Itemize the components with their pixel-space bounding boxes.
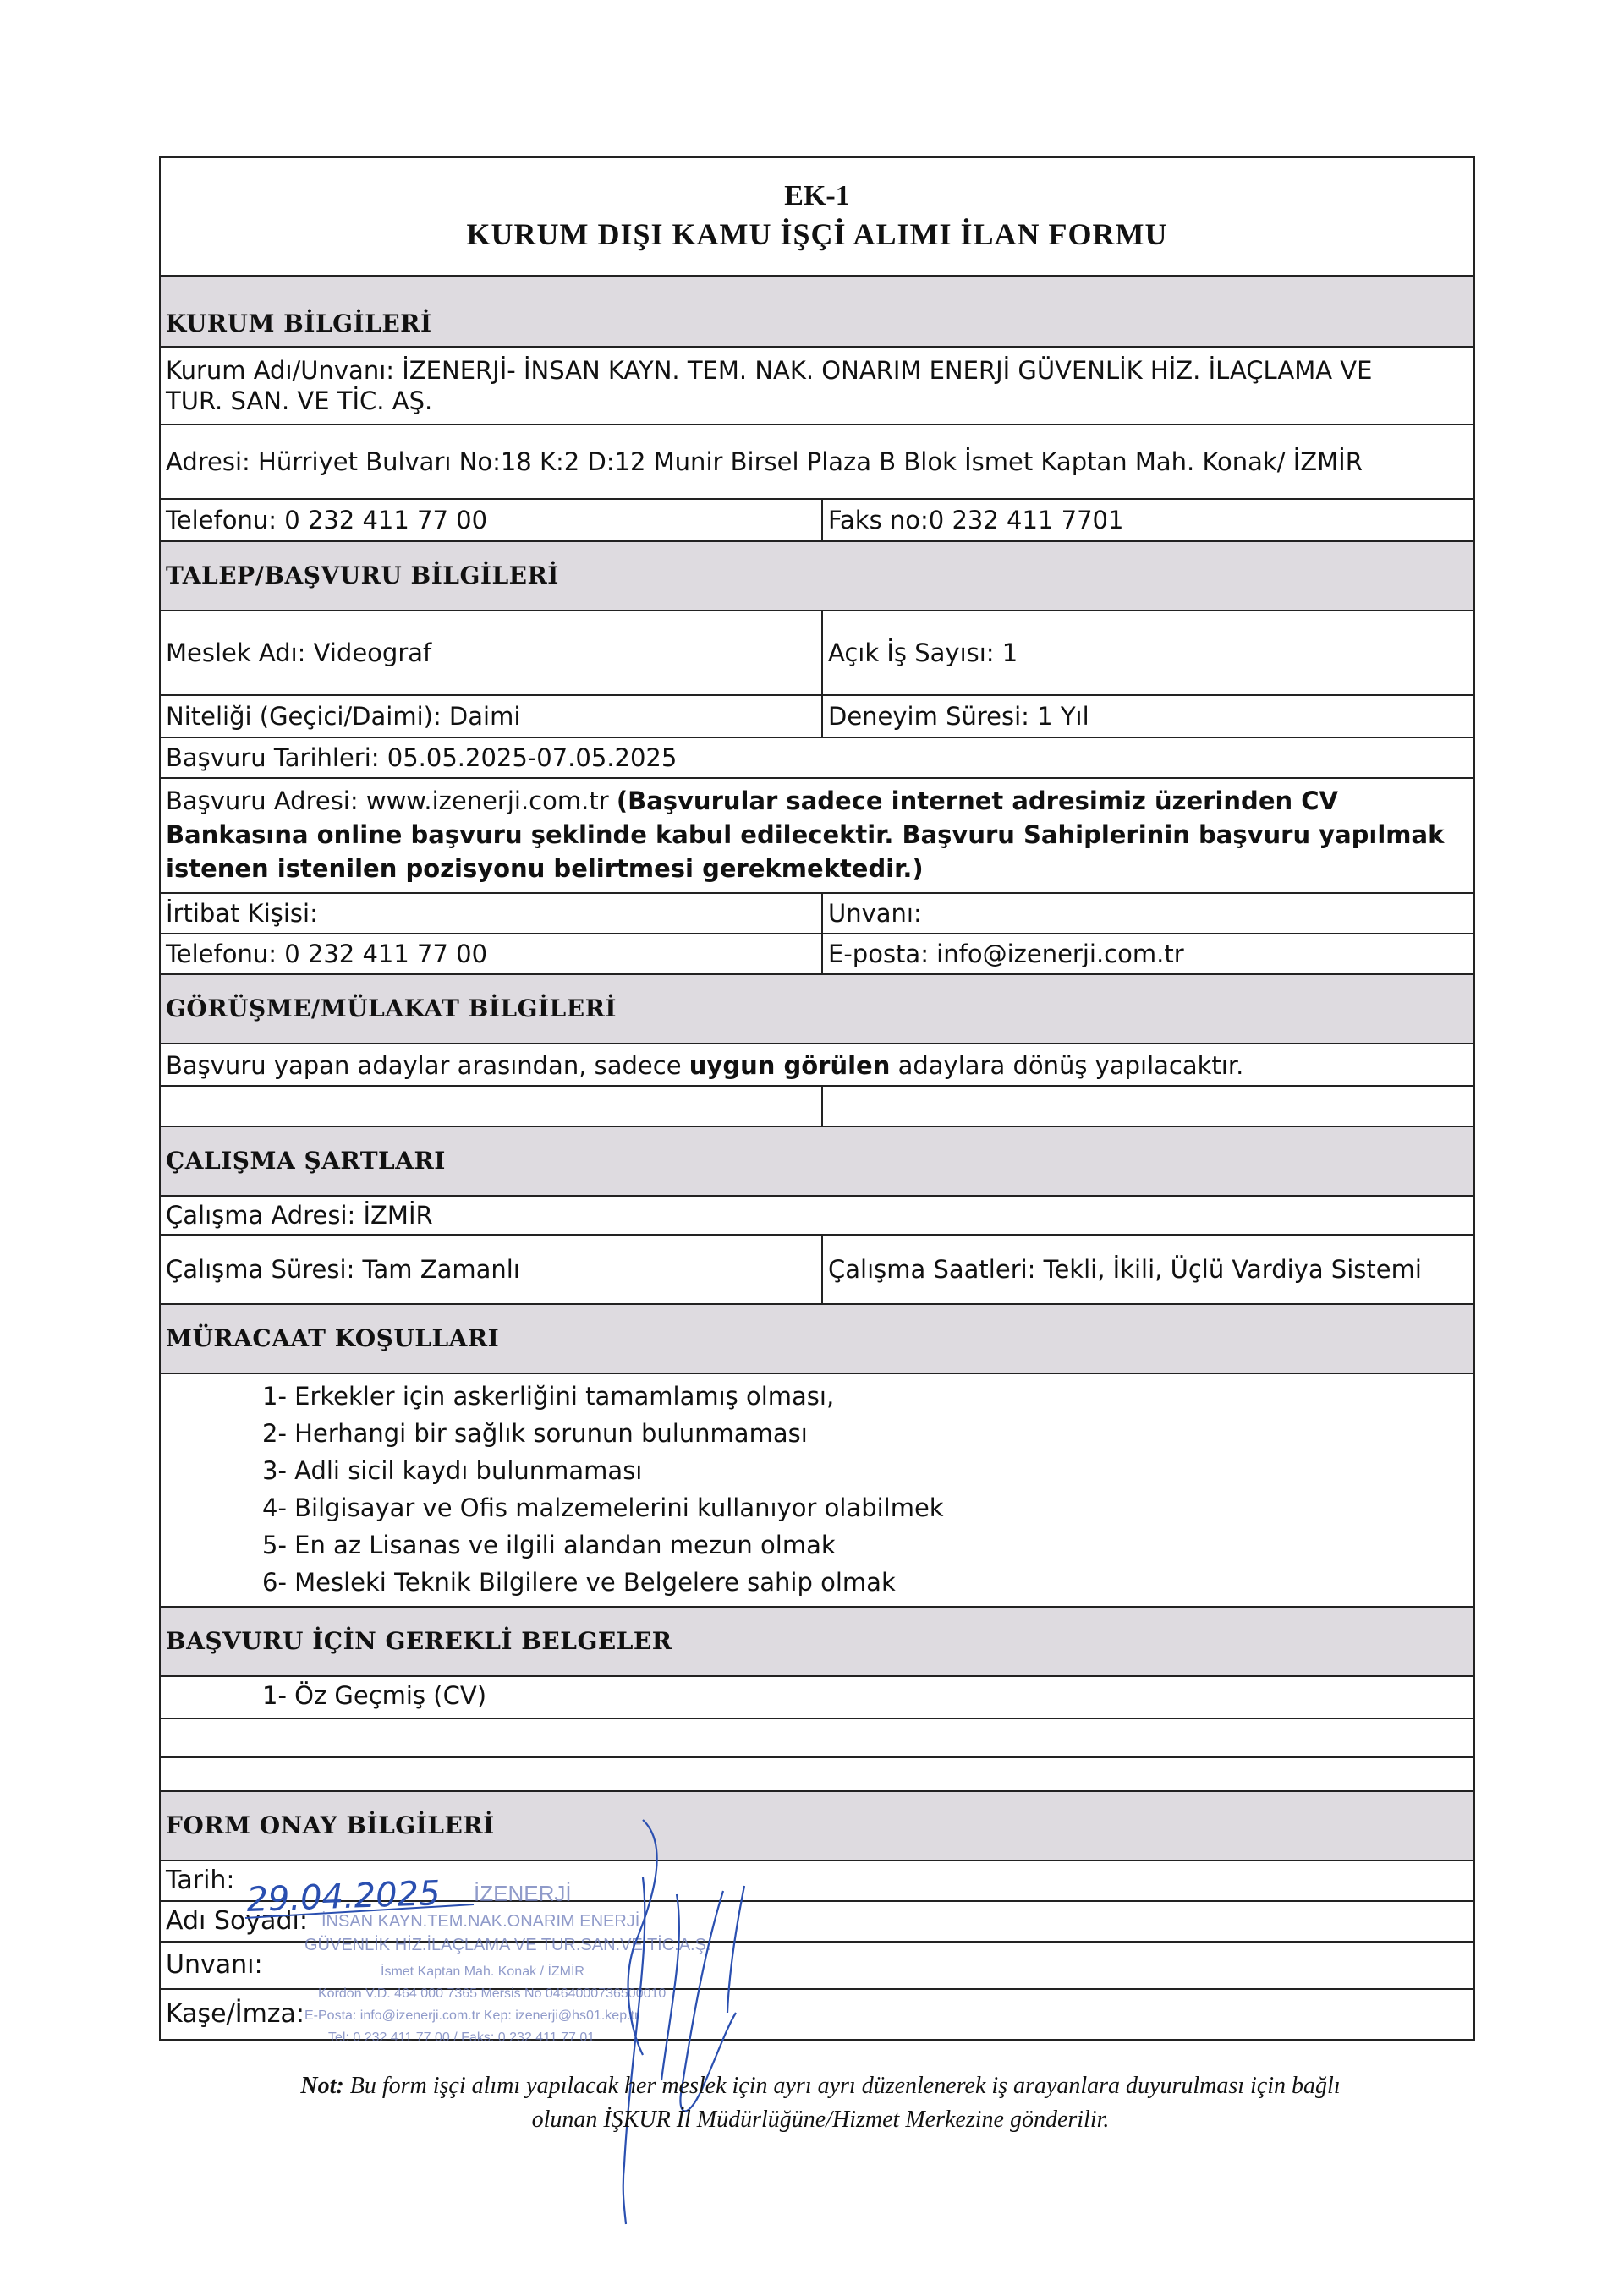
handwritten-date: 29.04.2025 — [245, 1874, 442, 1920]
note-line2: olunan İŞKUR İl Müdürlüğüne/Hizmet Merkezine gönderilir. — [531, 2107, 1110, 2133]
experience: Deneyim Süresi: 1 Yıl — [828, 702, 1089, 731]
section-title: TALEP/BAŞVURU BİLGİLERİ — [166, 562, 559, 589]
section-title: GÖRÜŞME/MÜLAKAT BİLGİLERİ — [166, 995, 617, 1022]
note-line1: Bu form işçi alımı yapılacak her meslek için ayrı ayrı düzenlenerek iş arayanlara duyurulması için bağlı — [343, 2073, 1341, 2099]
calisma-hours-row — [161, 1234, 1473, 1305]
calisma-address-row — [161, 1197, 1473, 1234]
onay-stamp-row — [161, 1990, 1473, 2039]
section-belgeler — [161, 1608, 1473, 1677]
list-item: 4- Bilgisayar ve Ofis malzemelerini kullanıyor olabilmek — [262, 1493, 944, 1522]
application-address-note-1: (Başvurular sadece internet adresimiz üzerinden CV — [616, 786, 1338, 815]
onay-name-row — [161, 1902, 1473, 1943]
list-item: 2- Herhangi bir sağlık sorunun bulunmaması — [262, 1419, 808, 1448]
work-duration: Çalışma Süresi: Tam Zamanlı — [161, 1234, 823, 1303]
stamp-line: İZENERJİ — [474, 1881, 572, 1906]
empty-row — [161, 1087, 1473, 1127]
kurum-fax: Faks no:0 232 411 7701 — [828, 506, 1124, 534]
application-address-note-3: istenen istenilen pozisyonu belirtmesi gerekmektedir.) — [166, 854, 924, 883]
approval-stamp-label: Kaşe/İmza: — [166, 1999, 305, 2029]
requirements-list — [161, 1374, 944, 1606]
form-title: KURUM DIŞI KAMU İŞÇİ ALIMI İLAN FORMU — [466, 217, 1168, 251]
kurum-phone: Telefonu: 0 232 411 77 00 — [161, 500, 823, 540]
empty-cell — [823, 1087, 1473, 1126]
section-kurum — [161, 277, 1473, 348]
interview-info — [161, 1044, 1473, 1085]
talep-dates-row — [161, 738, 1473, 779]
talep-nature-row — [161, 696, 1473, 738]
list-item: 1- Öz Geçmiş (CV) — [262, 1681, 487, 1710]
onay-title-row — [161, 1943, 1473, 1990]
approval-title-label: Unvanı: — [166, 1950, 263, 1980]
contact-person: İrtibat Kişisi: — [161, 894, 823, 933]
contact-phone: Telefonu: 0 232 411 77 00 — [161, 934, 823, 973]
list-item: 6- Mesleki Teknik Bilgilere ve Belgelere sahip olmak — [262, 1568, 896, 1597]
form-footnote — [237, 2069, 1404, 2137]
application-address — [161, 779, 1473, 892]
list-item: 5- En az Lisanas ve ilgili alandan mezun olmak — [262, 1531, 836, 1559]
belgeler-item-row — [161, 1677, 1473, 1719]
stamp-line: İsmet Kaptan Mah. Konak / İZMİR — [381, 1964, 584, 1979]
open-jobs: Açık İş Sayısı: 1 — [828, 638, 1018, 667]
form-header — [161, 158, 1473, 277]
job-nature: Niteliği (Geçici/Daimi): Daimi — [161, 696, 823, 737]
approval-name-label: Adı Soyadı: — [166, 1906, 308, 1936]
talep-address-row — [161, 779, 1473, 894]
section-muracaat — [161, 1305, 1473, 1374]
empty-cell — [161, 1719, 1473, 1756]
section-onay — [161, 1792, 1473, 1861]
job-posting-form — [159, 156, 1475, 2041]
interview-text-bold: uygun görülen — [689, 1051, 891, 1080]
kurum-address: Adresi: Hürriyet Bulvarı No:18 K:2 D:12 Munir Birsel Plaza B Blok İsmet Kaptan Mah. Konak/ İZMİR — [166, 447, 1363, 476]
talep-phone-row — [161, 934, 1473, 975]
kurum-name-row — [161, 348, 1473, 425]
muracaat-list-row — [161, 1374, 1473, 1608]
approval-date-label: Tarih: — [166, 1866, 235, 1895]
empty-cell — [161, 1087, 823, 1126]
section-title: KURUM BİLGİLERİ — [166, 310, 432, 337]
interview-text-1: Başvuru yapan adaylar arasından, sadece — [166, 1051, 689, 1080]
work-address: Çalışma Adresi: İZMİR — [166, 1201, 433, 1230]
kurum-address-row — [161, 425, 1473, 500]
work-hours: Çalışma Saatleri: Tekli, İkili, Üçlü Vardiya Sistemi — [823, 1234, 1473, 1303]
list-item: 3- Adli sicil kaydı bulunmaması — [262, 1456, 643, 1485]
stamp-line: Tel: 0 232 411 77 00 / Faks: 0 232 411 77 01 — [328, 2030, 595, 2045]
talep-contact-row — [161, 894, 1473, 934]
section-calisma — [161, 1127, 1473, 1197]
talep-profession-row — [161, 611, 1473, 696]
onay-date-row — [161, 1861, 1473, 1902]
kurum-contact-row — [161, 500, 1473, 542]
section-title: ÇALIŞMA ŞARTLARI — [166, 1147, 446, 1175]
application-address-label: Başvuru Adresi: www.izenerji.com.tr — [166, 786, 617, 815]
gorusme-text-row — [161, 1044, 1473, 1087]
profession: Meslek Adı: Videograf — [161, 611, 823, 694]
section-gorusme — [161, 975, 1473, 1044]
section-title: FORM ONAY BİLGİLERİ — [166, 1811, 495, 1839]
form-annex-label: EK-1 — [784, 180, 850, 211]
empty-row — [161, 1758, 1473, 1792]
empty-cell — [161, 1758, 1473, 1790]
application-address-note-2: Bankasına online başvuru şeklinde kabul edilecektir. Başvuru Sahiplerinin başvuru yapılmak — [166, 820, 1445, 849]
list-item: 1- Erkekler için askerliğini tamamlamış olması, — [262, 1382, 835, 1411]
kurum-name — [161, 348, 1473, 424]
stamp-line: GÜVENLİK HİZ.İLAÇLAMA VE TUR.SAN.VE TİC.A.Ş. — [304, 1936, 711, 1954]
contact-email: E-posta: info@izenerji.com.tr — [828, 940, 1184, 968]
application-dates: Başvuru Tarihleri: 05.05.2025-07.05.2025 — [166, 743, 678, 772]
note-label: Not: — [300, 2073, 344, 2099]
kurum-name-line1: Kurum Adı/Unvanı: İZENERJİ- İNSAN KAYN. TEM. NAK. ONARIM ENERJİ GÜVENLİK HİZ. İLAÇLAMA VE — [166, 356, 1373, 385]
stamp-line: İNSAN KAYN.TEM.NAK.ONARIM ENERJİ — [321, 1912, 640, 1931]
interview-text-2: adaylara dönüş yapılacaktır. — [890, 1051, 1244, 1080]
section-talep — [161, 542, 1473, 611]
contact-title: Unvanı: — [828, 899, 922, 928]
kurum-name-line2: TUR. SAN. VE TİC. AŞ. — [166, 386, 433, 415]
stamp-line: Kordon V.D. 464 000 7365 Mersis No 0464000736500010 — [318, 1986, 667, 2001]
section-title: MÜRACAAT KOŞULLARI — [166, 1324, 500, 1352]
documents-list — [161, 1677, 486, 1718]
stamp-line: E-Posta: info@izenerji.com.tr Kep: izenerji@hs01.kep.tr — [304, 2008, 639, 2023]
section-title: BAŞVURU İÇİN GEREKLİ BELGELER — [166, 1627, 672, 1655]
empty-row — [161, 1719, 1473, 1758]
